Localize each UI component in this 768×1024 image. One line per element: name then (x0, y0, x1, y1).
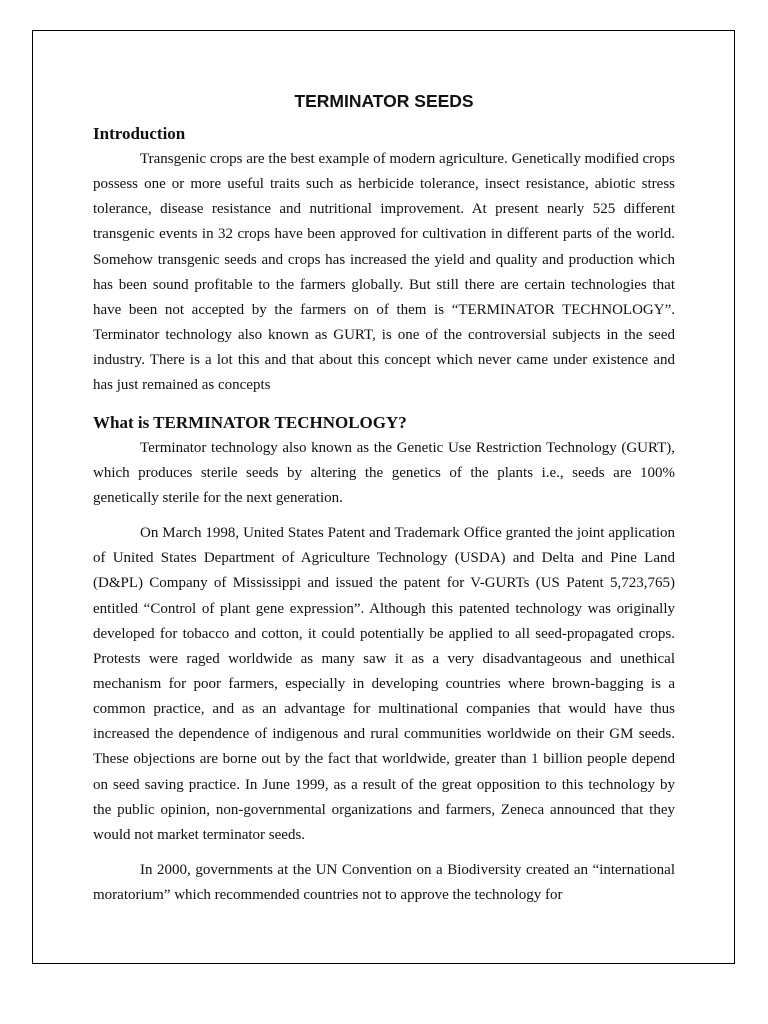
paragraph-un-moratorium: In 2000, governments at the UN Convention on a Biodiversity created an “international moratorium” which recommended countries not to approve the technology for (93, 862, 675, 904)
document-title: TERMINATOR SEEDS (294, 91, 474, 111)
paragraph-gurt-definition: Terminator technology also known as the Genetic Use Restriction Technology (GURT), which produces sterile seeds by altering the genetics of the plants i.e., seeds are 100% genetically sterile for the next generation. (93, 439, 675, 506)
section-heading-introduction: Introduction (93, 124, 186, 143)
section-heading-what-is-terminator-technology: What is TERMINATOR TECHNOLOGY? (93, 412, 407, 432)
document-body (93, 88, 675, 908)
paragraph-patent-history: On March 1998, United States Patent and Trademark Office granted the joint application of United States Department of Agriculture Technology (USDA) and Delta and Pine Land (D&PL) Company of Mississippi and issued the patent for V-GURTs (US Patent 5,723,765) entitled “Control of plant gene expression”. Although this patented technology was originally developed for tobacco and cotton, it could potentially be applied to all seed-propagated crops. Protests were raged worldwide as many saw it as a very disadvantageous and unethical mechanism for poor farmers, especially in developing countries where brown-bagging is a common practice, and as an advantage for multinational companies that would have thus increased the dependence of indigenous and rural communities worldwide on their GM seeds. These objections are borne out by the fact that worldwide, greater than 1 billion people depend on seed saving practice. In June 1999, as a result of the great opposition to this technology by the public opinion, non-governmental organizations and farmers, Zeneca announced that they would not market terminator seeds. (93, 525, 675, 843)
paragraph-introduction: Transgenic crops are the best example of modern agriculture. Genetically modified crops possess one or more useful traits such as herbicide tolerance, insect resistance, abiotic stress tolerance, disease resistance and nutritional improvement. At present nearly 525 different transgenic events in 32 crops have been approved for cultivation in different parts of the world. Somehow transgenic seeds and crops has increased the yield and quality and production which has been sound profitable to the farmers globally. But still there are certain technologies that have been not accepted by the farmers on of them is “TERMINATOR TECHNOLOGY”. Terminator technology also known as GURT, is one of the controversial subjects in the seed industry. There is a lot this and that about this concept which never came under existence and has just remained as concepts (93, 151, 675, 394)
